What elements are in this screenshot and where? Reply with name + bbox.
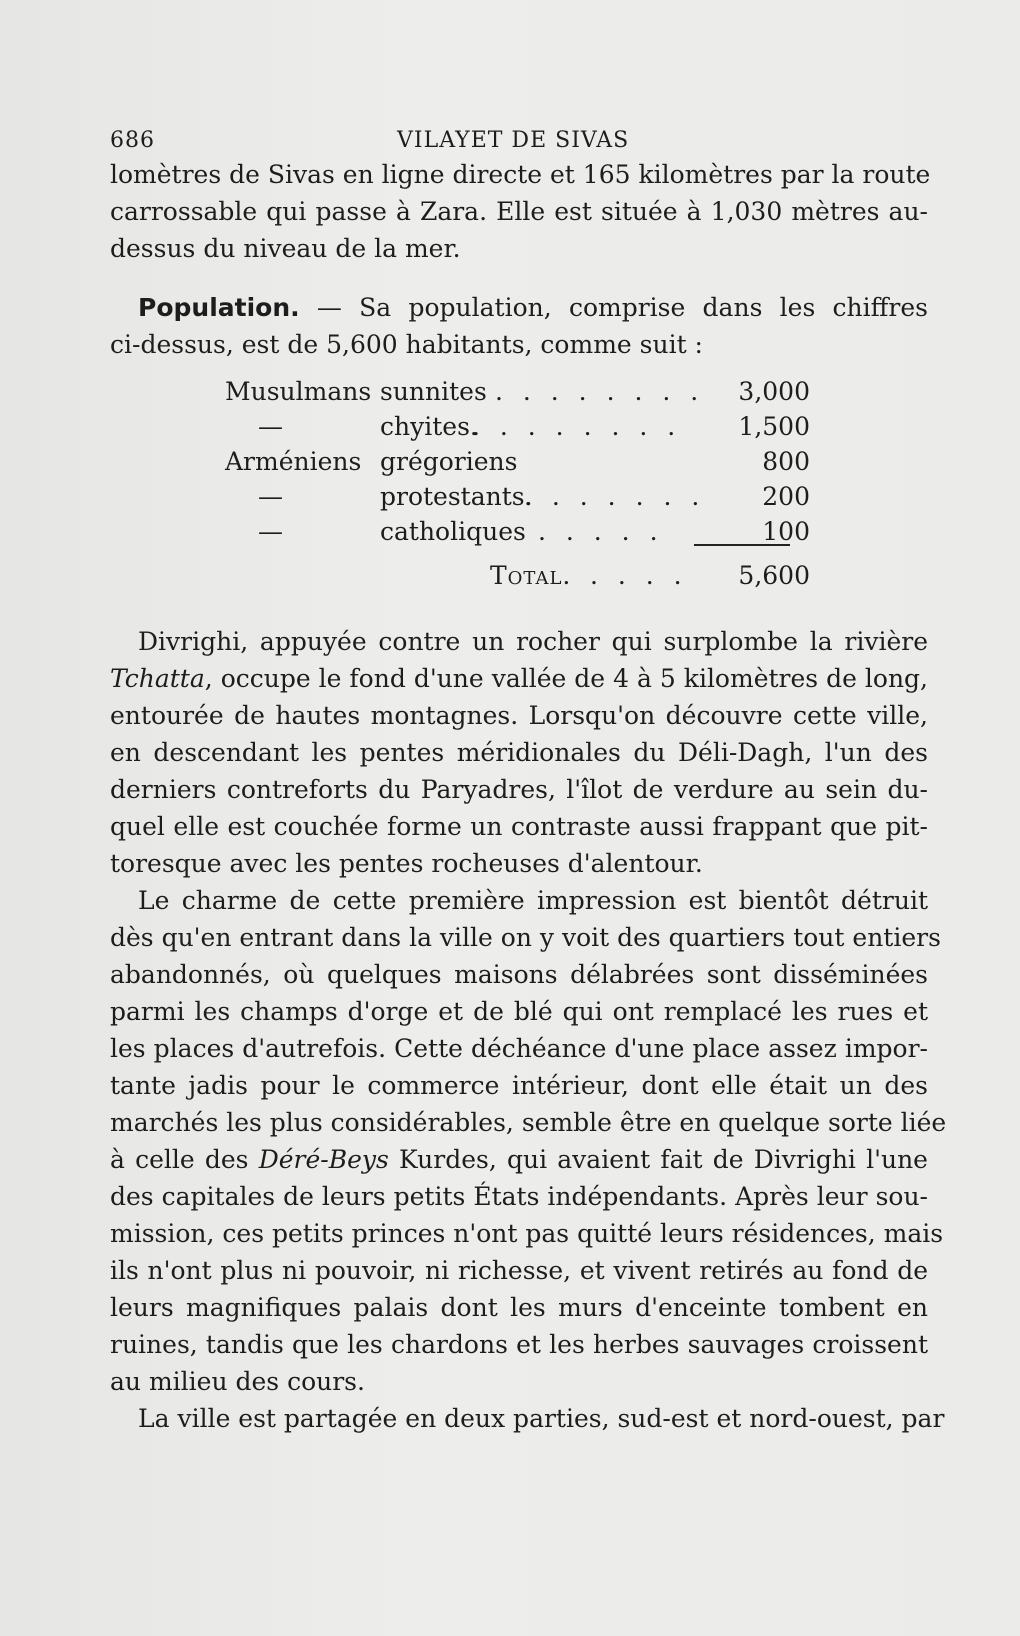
leader-dots: . . . . . . . . [495,377,705,406]
text-line: en descendant les pentes méridionales du Déli-Dagh, l'un des [110,738,928,767]
running-title: VILAYET DE SIVAS [397,128,630,153]
text-line: parmi les champs d'orge et de blé qui ont remplacé les rues et [110,997,928,1026]
italic-text: Déré-Beys [258,1145,389,1174]
row-label-group: — [258,412,283,441]
text-line: Divrighi, appuyée contre un rocher qui surplombe la rivière [138,627,928,656]
row-value: 200 [762,482,810,511]
text-run: — Sa population, comprise dans les chiffres [299,293,928,322]
row-label: grégoriens [380,447,518,476]
text-run: Kurdes, qui avaient fait de Divrighi l'une [388,1145,928,1174]
row-label-group: Musulmans [225,377,372,406]
leader-dots: . . . . [590,561,688,590]
text-line: ils n'ont plus ni pouvoir, ni richesse, et vivent retirés au fond de [110,1256,928,1285]
row-label: chyites. [380,412,478,441]
total-value: 5,600 [738,561,810,590]
table-row [110,408,810,445]
leader-dots: . . . . . . . [524,482,706,511]
spacer [110,363,928,373]
text-line: derniers contreforts du Paryadres, l'îlot de verdure au sein du- [110,775,928,804]
intro-paragraph [110,156,931,267]
population-paragraph [110,289,928,363]
italic-text: Tchatta [110,664,205,693]
row-label: catholiques [380,517,526,546]
text-line [110,289,928,326]
text-line: mission, ces petits princes n'ont pas quitté leurs résidences, mais [110,1219,944,1248]
text-line: tante jadis pour le commerce intérieur, dont elle était un des [110,1071,928,1100]
row-value: 800 [762,447,810,476]
row-label-group: — [258,517,283,546]
leader-dots: . . . . . [538,517,664,546]
text-line: ruines, tandis que les chardons et les herbes sauvages croissent [110,1330,928,1359]
paragraph-ville [110,1400,945,1437]
table-row [110,373,810,410]
text-run: , occupe le fond d'une vallée de 4 à 5 kilomètres de long, [204,664,928,693]
total-label: Total. [490,561,572,590]
row-label: protestants. [380,482,533,511]
page-content [110,122,947,1437]
total-rule [694,544,790,546]
page-header [110,122,928,156]
row-label-group: — [258,482,283,511]
total-row [110,557,810,594]
paragraph-charme [110,882,947,1400]
text-line: dessus du niveau de la mer. [110,234,461,263]
row-label-group: Arméniens [225,447,362,476]
text-line: quel elle est couchée forme un contraste aussi frappant que pit- [110,812,928,841]
text-line: au milieu des cours. [110,1367,365,1396]
row-value: 3,000 [738,377,810,406]
text-line: toresque avec les pentes rocheuses d'alentour. [110,849,703,878]
text-line: La ville est partagée en deux parties, sud-est et nord-ouest, par [138,1404,945,1433]
text-line: dès qu'en entrant dans la ville on y voit des quartiers tout entiers [110,923,941,952]
text-line: entourée de hautes montagnes. Lorsqu'on découvre cette ville, [110,701,928,730]
row-value: 1,500 [738,412,810,441]
text-line [110,1141,928,1178]
text-line: lomètres de Sivas en ligne directe et 165 kilomètres par la route [110,160,931,189]
text-line [110,660,928,697]
text-line: Le charme de cette première impression est bientôt détruit [138,886,928,915]
text-line: les places d'autrefois. Cette déchéance d'une place assez impor- [110,1034,928,1063]
table-row [110,478,810,515]
section-heading: Population. [138,293,300,322]
text-line: ci-dessus, est de 5,600 habitants, comme suit : [110,330,703,359]
population-table [110,373,928,623]
text-line: marchés les plus considérables, semble être en quelque sorte liée [110,1108,947,1137]
text-line: abandonnés, où quelques maisons délabrées sont disséminées [110,960,928,989]
text-line: carrossable qui passe à Zara. Elle est située à 1,030 mètres au- [110,197,928,226]
paragraph-divrighi [110,623,928,882]
row-value: 100 [762,517,810,546]
leader-dots: . . . . . . . . [472,412,682,441]
table-row [110,443,810,480]
text-run: à celle des [110,1145,259,1174]
text-line: des capitales de leurs petits États indépendants. Après leur sou- [110,1182,928,1211]
text-line: leurs magnifiques palais dont les murs d'enceinte tombent en [110,1293,928,1322]
row-label: sunnites [380,377,487,406]
spacer [110,267,928,289]
page-number: 686 [110,128,155,153]
